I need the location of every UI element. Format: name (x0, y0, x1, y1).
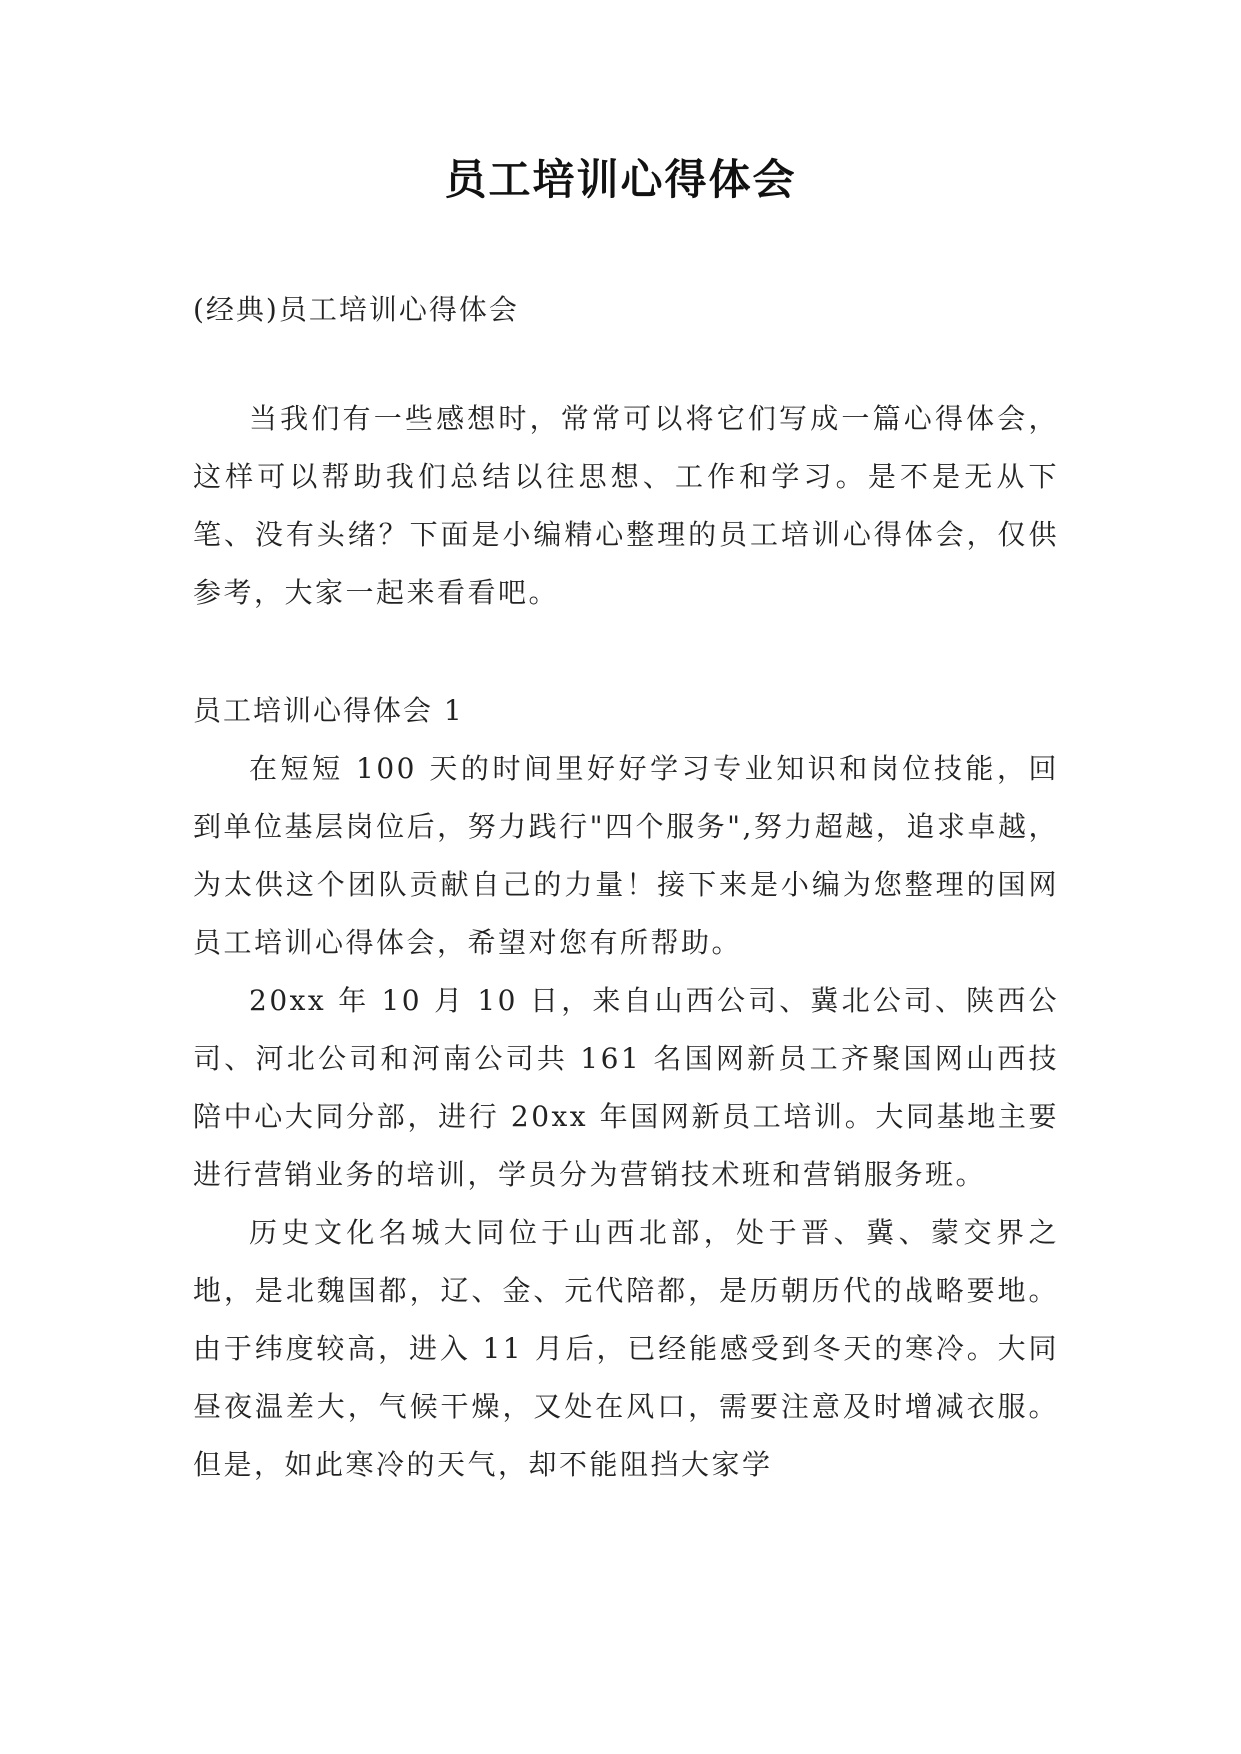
document-body (193, 290, 1059, 1494)
body-paragraph-3: 历史文化名城大同位于山西北部，处于晋、冀、蒙交界之地，是北魏国都，辽、金、元代陪都，是历朝历代的战略要地。由于纬度较高，进入 11 月后，已经能感受到冬天的寒冷。大同昼夜温差大，气候干燥，又处在风口，需要注意及时增减衣服。但是，如此寒冷的天气，却不能阻挡大家学 (193, 1216, 1059, 1481)
document-title: 员工培训心得体会 (444, 155, 797, 204)
body-paragraph-2: 20xx 年 10 月 10 日，来自山西公司、冀北公司、陕西公司、河北公司和河南公司共 161 名国网新员工齐聚国网山西技陪中心大同分部，进行 20xx 年国网新员工培训。大同基地主要进行营销业务的培训，学员分为营销技术班和营销服务班。 (193, 984, 1059, 1191)
section-heading: 员工培训心得体会 1 (193, 694, 464, 727)
intro-paragraph: 当我们有一些感想时，常常可以将它们写成一篇心得体会，这样可以帮助我们总结以往思想、工作和学习。是不是无从下笔、没有头绪？下面是小编精心整理的员工培训心得体会，仅供参考，大家一起来看看吧。 (193, 402, 1059, 609)
document-subtitle: (经典)员工培训心得体会 (193, 293, 519, 326)
body-paragraph-1: 在短短 100 天的时间里好好学习专业知识和岗位技能，回到单位基层岗位后，努力践行"四个服务",努力超越，追求卓越，为太供这个团队贡献自己的力量！接下来是小编为您整理的国网员工培训心得体会，希望对您有所帮助。 (193, 752, 1059, 959)
